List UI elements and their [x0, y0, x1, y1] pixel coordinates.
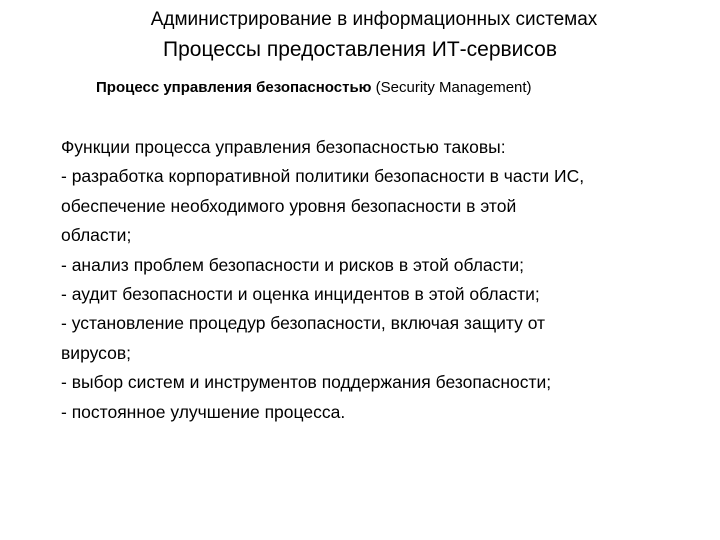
process-title-english: (Security Management) — [371, 79, 532, 96]
text-line: области; — [61, 225, 132, 246]
text-line: - разработка корпоративной политики безопасности в части ИС, — [61, 166, 585, 187]
text-line: обеспечение необходимого уровня безопасности в этой — [61, 195, 517, 216]
text-line: - аудит безопасности и оценка инцидентов в этой области; — [61, 284, 540, 305]
functions-text-block — [61, 133, 711, 427]
text-line: - постоянное улучшение процесса. — [61, 401, 346, 422]
text-line: - выбор систем и инструментов поддержания безопасности; — [61, 372, 552, 393]
text-line: - установление процедур безопасности, включая защиту от — [61, 313, 546, 334]
section-title: Процессы предоставления ИТ-сервисов — [163, 38, 557, 61]
text-line: - анализ проблем безопасности и рисков в этой области; — [61, 254, 525, 275]
text-line: Функции процесса управления безопасностью таковы: — [61, 137, 506, 157]
text-line: вирусов; — [61, 342, 131, 363]
course-title: Администрирование в информационных системах — [150, 9, 598, 30]
process-title-bold: Процесс управления безопасностью — [96, 79, 372, 96]
process-title — [96, 79, 532, 96]
